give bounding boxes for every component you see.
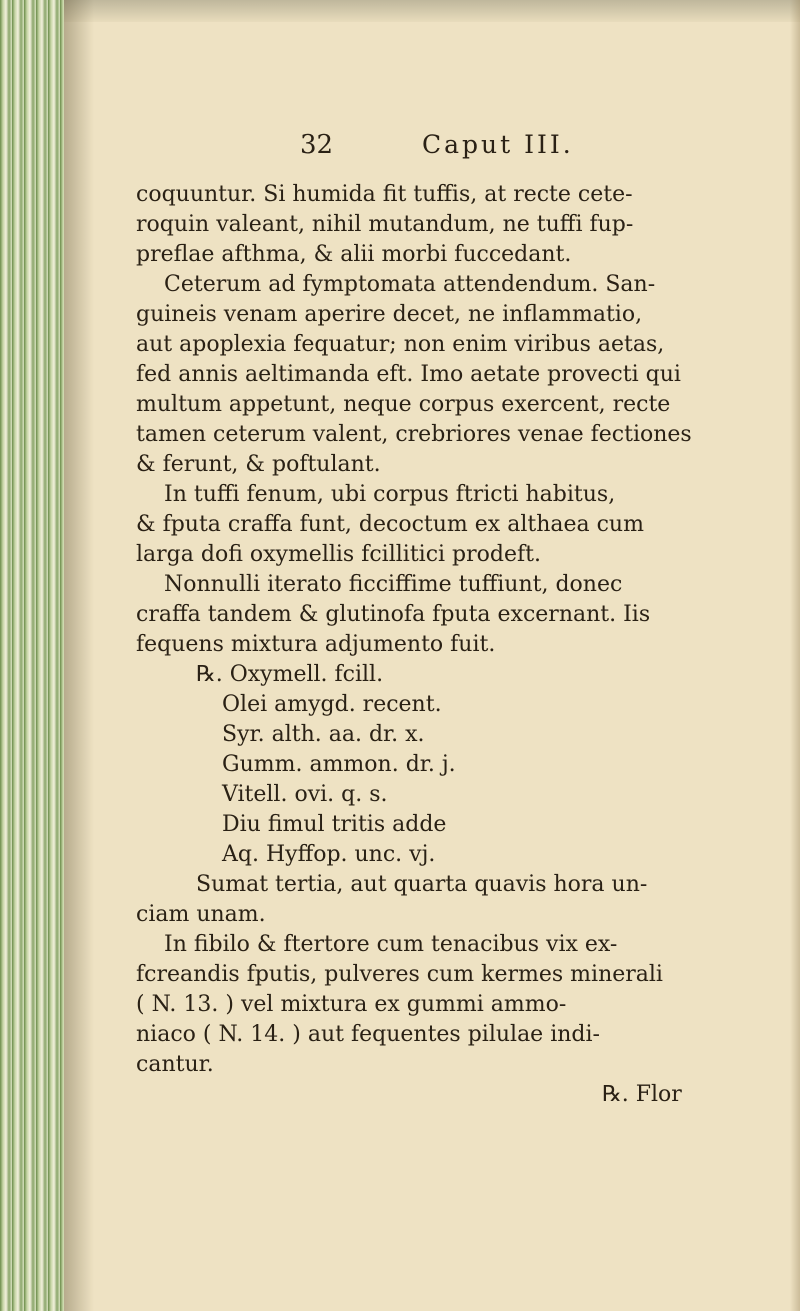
page-right-edge bbox=[790, 0, 800, 1311]
text-line: Syr. alth. aa. dr. x. bbox=[222, 722, 425, 747]
text-line: ciam unam. bbox=[136, 902, 266, 927]
text-line: fed annis aeltimanda eft. Imo aetate provecti qui bbox=[136, 362, 681, 387]
text-line: Diu fimul tritis adde bbox=[222, 812, 447, 837]
text-line: ℞. Flor bbox=[602, 1082, 682, 1107]
text-line: In fibilo & ftertore cum tenacibus vix ex- bbox=[164, 932, 618, 957]
text-line: Nonnulli iterato ficciffime tuffiunt, donec bbox=[164, 572, 623, 597]
text-line: cantur. bbox=[136, 1052, 214, 1077]
text-line: coquuntur. Si humida fit tuffis, at recte cete- bbox=[136, 182, 633, 207]
text-line: In tuffi fenum, ubi corpus ftricti habitus, bbox=[164, 482, 616, 507]
text-line: larga dofi oxymellis fcillitici prodeft. bbox=[136, 542, 541, 567]
text-line: niaco ( N. 14. ) aut fequentes pilulae indi- bbox=[136, 1022, 600, 1047]
text-line: guineis venam aperire decet, ne inflammatio, bbox=[136, 302, 643, 327]
text-line: fcreandis fputis, pulveres cum kermes minerali bbox=[136, 962, 663, 987]
text-line: Olei amygd. recent. bbox=[222, 692, 442, 717]
text-line: Gumm. ammon. dr. j. bbox=[222, 752, 456, 777]
text-line: ℞. Oxymell. fcill. bbox=[196, 662, 384, 687]
text-line: fequens mixtura adjumento fuit. bbox=[136, 632, 496, 657]
page-number: 32 bbox=[300, 130, 334, 160]
text-line: Ceterum ad fymptomata attendendum. San- bbox=[164, 272, 656, 297]
text-line: tamen ceterum valent, crebriores venae fectiones bbox=[136, 422, 692, 447]
page-header bbox=[0, 130, 800, 170]
body-text bbox=[136, 180, 772, 1110]
text-line: Sumat tertia, aut quarta quavis hora un- bbox=[196, 872, 648, 897]
text-line: craffa tandem & glutinofa fputa excernant. Iis bbox=[136, 602, 651, 627]
text-line: Vitell. ovi. q. s. bbox=[222, 782, 388, 807]
text-line: & ferunt, & poftulant. bbox=[136, 452, 381, 477]
text-line: roquin valeant, nihil mutandum, ne tuffi fup- bbox=[136, 212, 634, 237]
book-binding bbox=[0, 0, 64, 1311]
page-top-edge bbox=[0, 0, 800, 22]
text-line: multum appetunt, neque corpus exercent, recte bbox=[136, 392, 671, 417]
text-line: preflae afthma, & alii morbi fuccedant. bbox=[136, 242, 572, 267]
running-head: Caput III. bbox=[422, 130, 574, 159]
gutter-shadow bbox=[64, 0, 94, 1311]
text-line: & fputa craffa funt, decoctum ex althaea cum bbox=[136, 512, 644, 537]
text-line: Aq. Hyffop. unc. vj. bbox=[222, 842, 436, 867]
text-line: aut apoplexia fequatur; non enim viribus aetas, bbox=[136, 332, 665, 357]
text-line: ( N. 13. ) vel mixtura ex gummi ammo- bbox=[136, 992, 567, 1017]
